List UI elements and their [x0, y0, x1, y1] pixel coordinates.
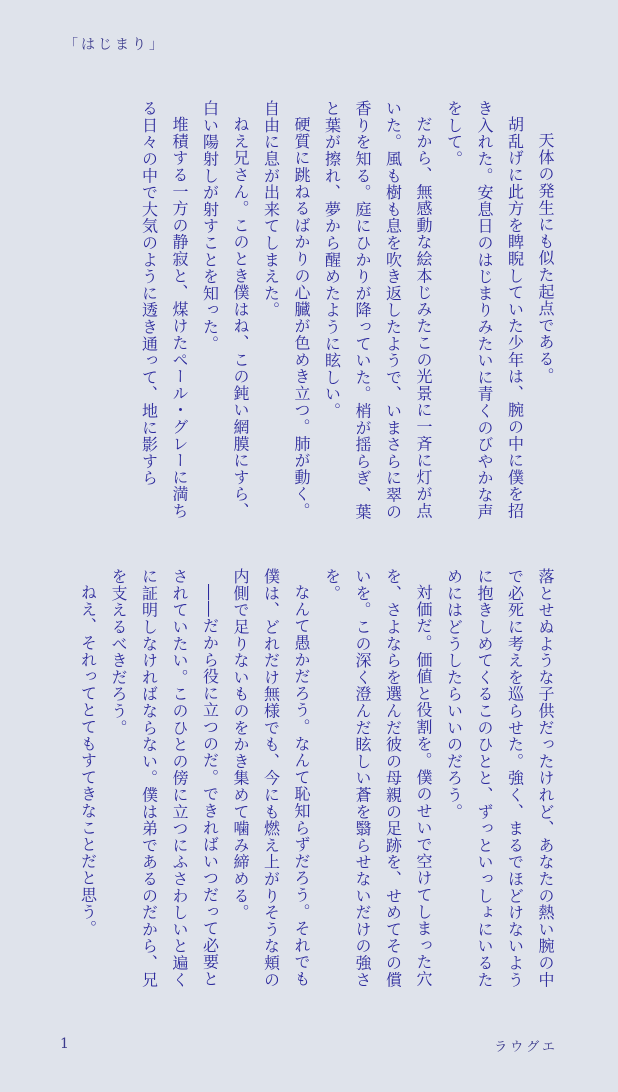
paragraph: 堆積する一方の静寂と、煤けたペール・グレーに満ちる日々の中で大気のように透き通って、地に影すら [139, 100, 189, 520]
paragraph: ねえ、それってとてもすてきなことだと思う。 [78, 584, 98, 937]
paragraph: 胡乱げに此方を睥睨していた少年は、腕の中に僕を招き入れた。安息日のはじまりみたいに青くのびやかな声をして。 [444, 100, 525, 520]
text-block-top [60, 100, 560, 530]
paragraph: 落とせぬような子供だったけれど、あなたの熱い腕の中で必死に考えを巡らせた。強く、まるでほどけないように抱きしめてくるこのひとと、ずっといっしょにいるためにはどうしたらいいのだろう。 [444, 568, 555, 988]
author-name: ラウグエ [494, 1040, 558, 1055]
paragraph: なんて愚かだろう。なんて恥知らずだろう。それでも僕は、どれだけ無様でも、今にも燃え上がりそうな頬の内側で足りないものをかき集めて噛み締める。 [231, 568, 311, 988]
paragraph: ねえ兄さん。このとき僕はね、この鈍い網膜にすら、白い陽射しが射すことを知った。 [200, 100, 250, 520]
text-block-bottom [60, 568, 560, 998]
paragraph: 対価だ。価値と役割を。僕のせいで空けてしまった穴を、さよならを選んだ彼の母親の足跡を、せめてその償いを。この深く澄んだ眩しい蒼を翳らせないだけの強さを。 [322, 568, 433, 988]
chapter-title: 「はじまり」 [64, 37, 166, 53]
paragraph: ――だから役に立つのだ。できればいつだって必要とされていたい。このひとの傍に立つにふさわしいと遍くに証明しなければならない。僕は弟であるのだから、兄を支えるべきだろう。 [109, 568, 220, 988]
page-number: 1 [60, 1036, 69, 1052]
paragraph: 硬質に跳ねるばかりの心臓が色めき立つ。肺が動く。自由に息が出来てしまえた。 [261, 100, 311, 520]
paragraph: だから、無感動な絵本じみたこの光景に一斉に灯が点いた。風も樹も息を吹き返したようで、いまさらに翠の香りを知る。庭にひかりが降っていた。梢が揺らぎ、葉と葉が擦れ、夢から醒めたように眩しい。 [322, 100, 433, 520]
paragraph: 天体の発生にも似た起点である。 [536, 132, 555, 384]
